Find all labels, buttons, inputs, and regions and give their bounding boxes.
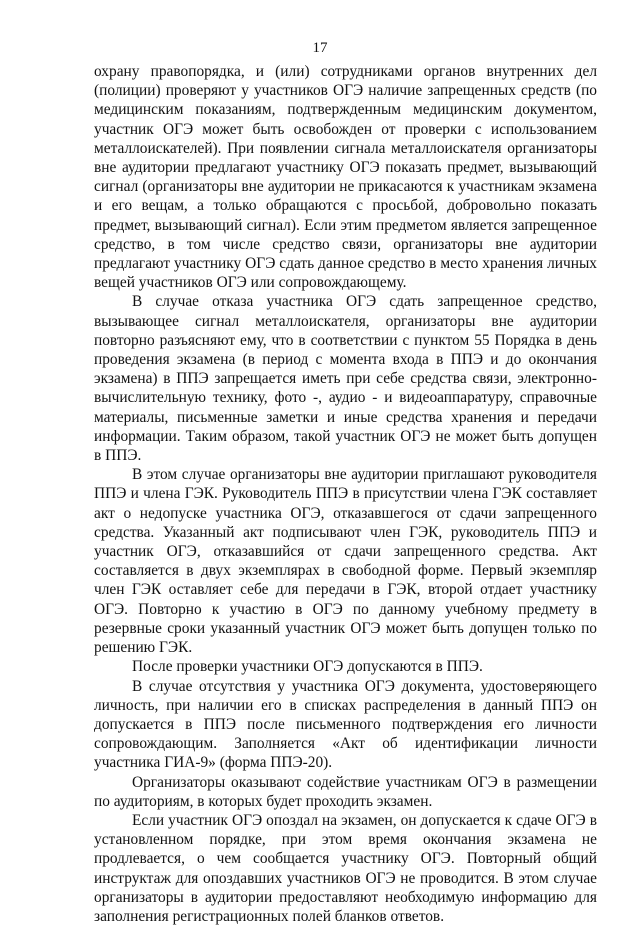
paragraph-late-participant: Если участник ОГЭ опоздал на экзамен, он допускается к сдаче ОГЭ в установленном порядке, при этом время окончания экзамена не продлевается, о чем сообщается участнику ОГЭ. Повторный общий инструктаж для опоздавших участников ОГЭ не проводится. В этом случае организаторы в аудитории предоставляют необходимую информацию для заполнения регистрационных полей бланков ответов. xyxy=(94,811,597,925)
paragraph-admission: После проверки участники ОГЭ допускаются в ППЭ. xyxy=(132,658,483,676)
document-body xyxy=(94,62,597,926)
paragraph-continuation: охрану правопорядка, и (или) сотрудниками органов внутренних дел (полиции) проверяют у участников ОГЭ наличие запрещенных средств (по медицинским показаниям, подтвержденным медицинским документом, участник ОГЭ может быть освобожден от проверки с использованием металлоискателей). При появлении сигнала металлоискателя организаторы вне аудитории предлагают участнику ОГЭ показать предмет, вызывающий сигнал (организаторы вне аудитории не прикасаются к участникам экзамена и его вещам, а только обращаются с просьбой, добровольно показать предмет, вызывающий сигнал). Если этим предметом является запрещенное средство, в том числе средство связи, организаторы вне аудитории предлагают участнику ОГЭ сдать данное средство в место хранения личных вещей участников ОГЭ или сопровождающему. xyxy=(94,63,597,292)
paragraph-non-admission-act: В этом случае организаторы вне аудитории приглашают руководителя ППЭ и члена ГЭК. Руководитель ППЭ в присутствии члена ГЭК составляет акт о недопуске участника ОГЭ, отказавшегося от сдачи запрещенного средства. Указанный акт подписывают член ГЭК, руководитель ППЭ и участник ОГЭ, отказавшийся от сдачи запрещенного средства. Акт составляется в двух экземплярах в свободной форме. Первый экземпляр член ГЭК оставляет себе для передачи в ГЭК, второй отдает участнику ОГЭ. Повторно к участию в ОГЭ по данному учебному предмету в резервные сроки указанный участник ОГЭ может быть допущен только по решению ГЭК. xyxy=(94,466,597,657)
paragraph-no-identity-document: В случае отсутствия у участника ОГЭ документа, удостоверяющего личность, при наличии его в списках распределения в данный ППЭ он допускается в ППЭ после письменного подтверждения его личности сопровождающим. Заполняется «Акт об идентификации личности участника ГИА-9» (форма ППЭ-20). xyxy=(94,677,597,772)
paragraph-refusal: В случае отказа участника ОГЭ сдать запрещенное средство, вызывающее сигнал металлоискателя, организаторы вне аудитории повторно разъясняют ему, что в соответствии с пунктом 55 Порядка в день проведения экзамена (в период с момента входа в ППЭ и до окончания экзамена) в ППЭ запрещается иметь при себе средства связи, электронно-вычислительную технику, фото -, аудио - и видеоаппаратуру, справочные материалы, письменные заметки и иные средства хранения и передачи информации. Таким образом, такой участник ОГЭ не может быть допущен в ППЭ. xyxy=(94,293,597,465)
page-number: 17 xyxy=(312,40,328,56)
paragraph-seating-assistance: Организаторы оказывают содействие участникам ОГЭ в размещении по аудиториям, в которых будет проходить экзамен. xyxy=(94,773,597,810)
